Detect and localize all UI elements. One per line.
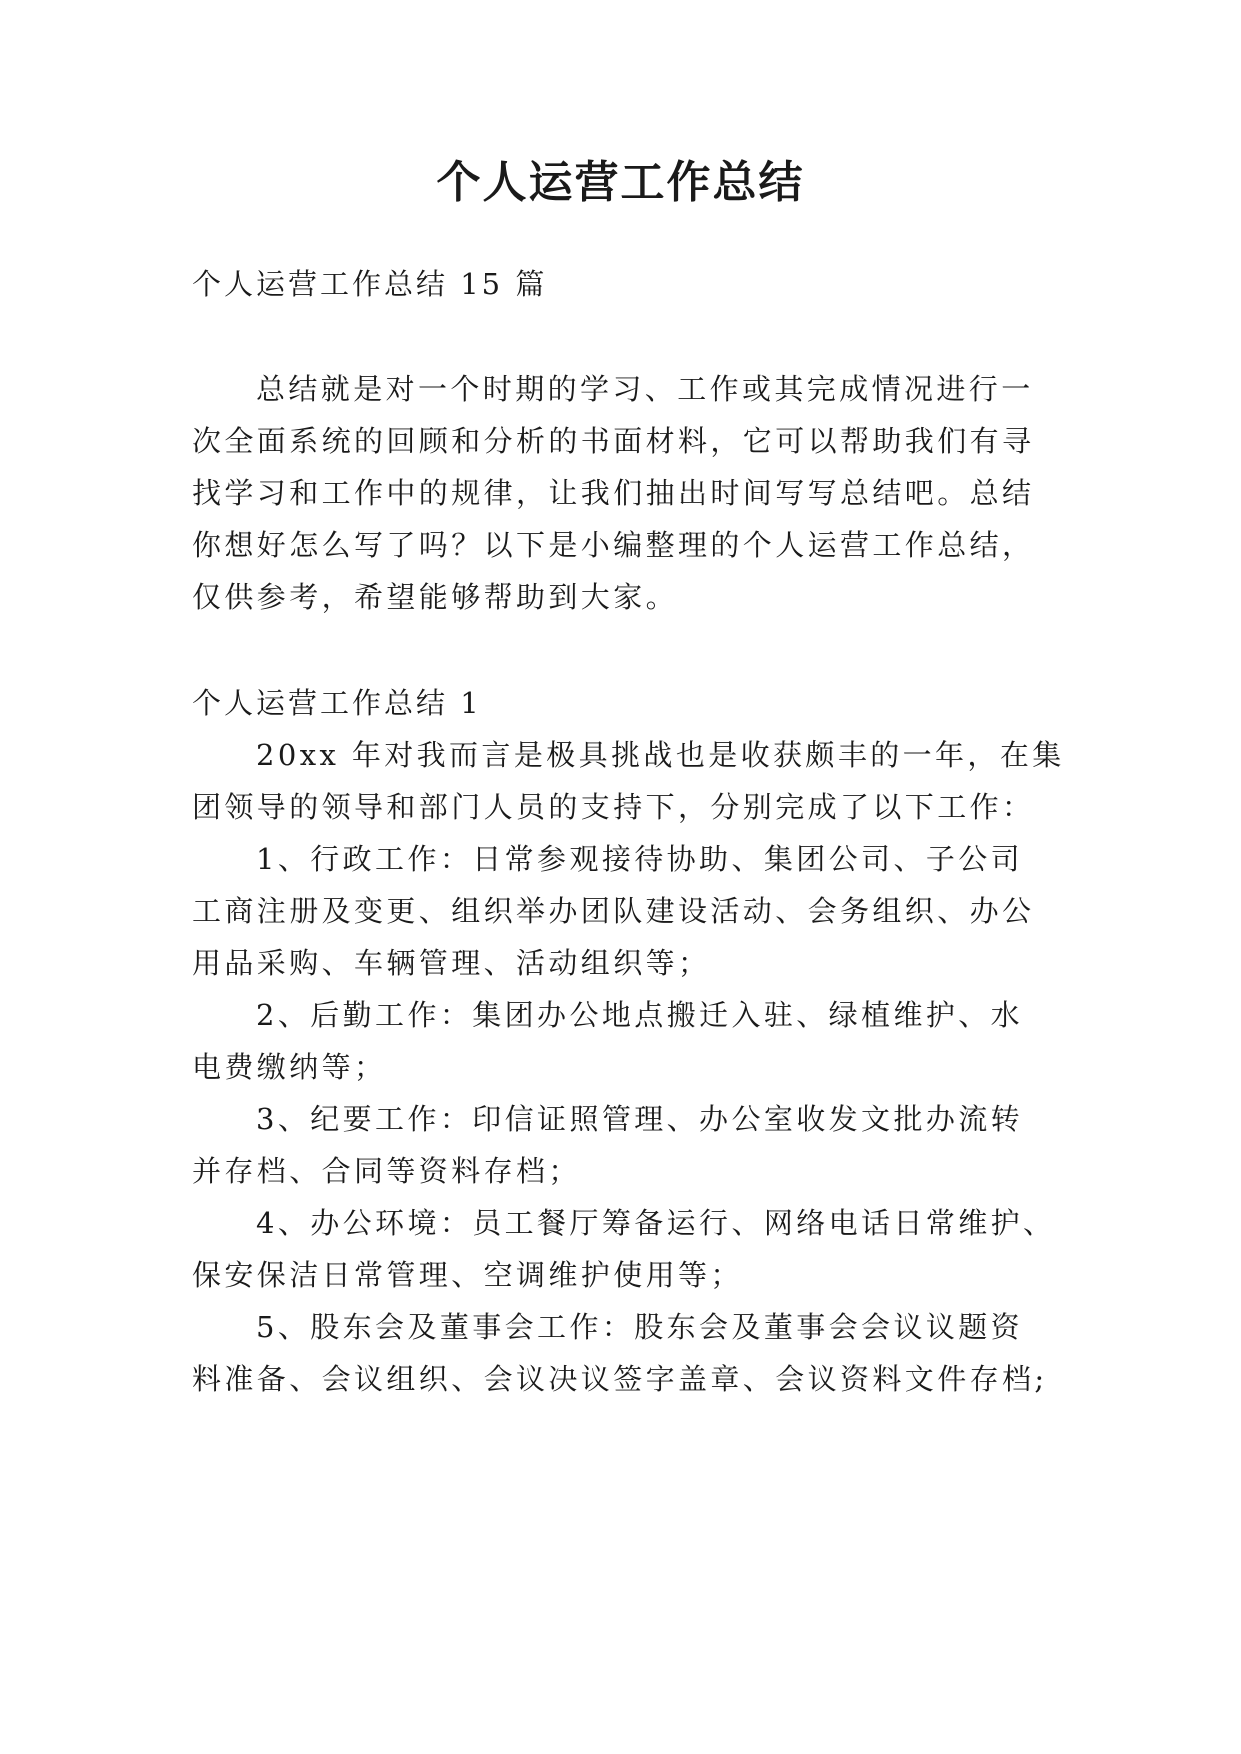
intro-line: 总结就是对一个时期的学习、工作或其完成情况进行一 [256,372,1034,406]
intro-line: 仅供参考，希望能够帮助到大家。 [192,580,679,614]
body-line: 1、行政工作：日常参观接待协助、集团公司、子公司 [256,842,1024,876]
body-line: 电费缴纳等； [192,1050,387,1084]
body-line: 团领导的领导和部门人员的支持下，分别完成了以下工作： [192,790,1035,824]
section-heading: 个人运营工作总结 1 [192,686,482,720]
body-line: 4、办公环境：员工餐厅筹备运行、网络电话日常维护、 [256,1206,1056,1240]
document-subtitle: 个人运营工作总结 15 篇 [192,267,548,301]
body-line: 保安保洁日常管理、空调维护使用等； [192,1258,743,1292]
body-line: 2、后勤工作：集团办公地点搬迁入驻、绿植维护、水 [256,998,1024,1032]
body-line: 3、纪要工作：印信证照管理、办公室收发文批办流转 [256,1102,1024,1136]
body-line: 料准备、会议组织、会议决议签字盖章、会议资料文件存档; [192,1362,1048,1396]
intro-line: 找学习和工作中的规律，让我们抽出时间写写总结吧。总结 [192,476,1035,510]
body-line: 并存档、合同等资料存档； [192,1154,581,1188]
document-title: 个人运营工作总结 [436,157,805,208]
body-line: 20xx 年对我而言是极具挑战也是收获颇丰的一年，在集 [256,738,1065,772]
body-line: 工商注册及变更、组织举办团队建设活动、会务组织、办公 [192,894,1035,928]
body-line: 用品采购、车辆管理、活动组织等； [192,946,711,980]
intro-line: 次全面系统的回顾和分析的书面材料，它可以帮助我们有寻 [192,424,1035,458]
body-line: 5、股东会及董事会工作：股东会及董事会会议议题资 [256,1310,1024,1344]
intro-line: 你想好怎么写了吗？以下是小编整理的个人运营工作总结， [192,528,1035,562]
